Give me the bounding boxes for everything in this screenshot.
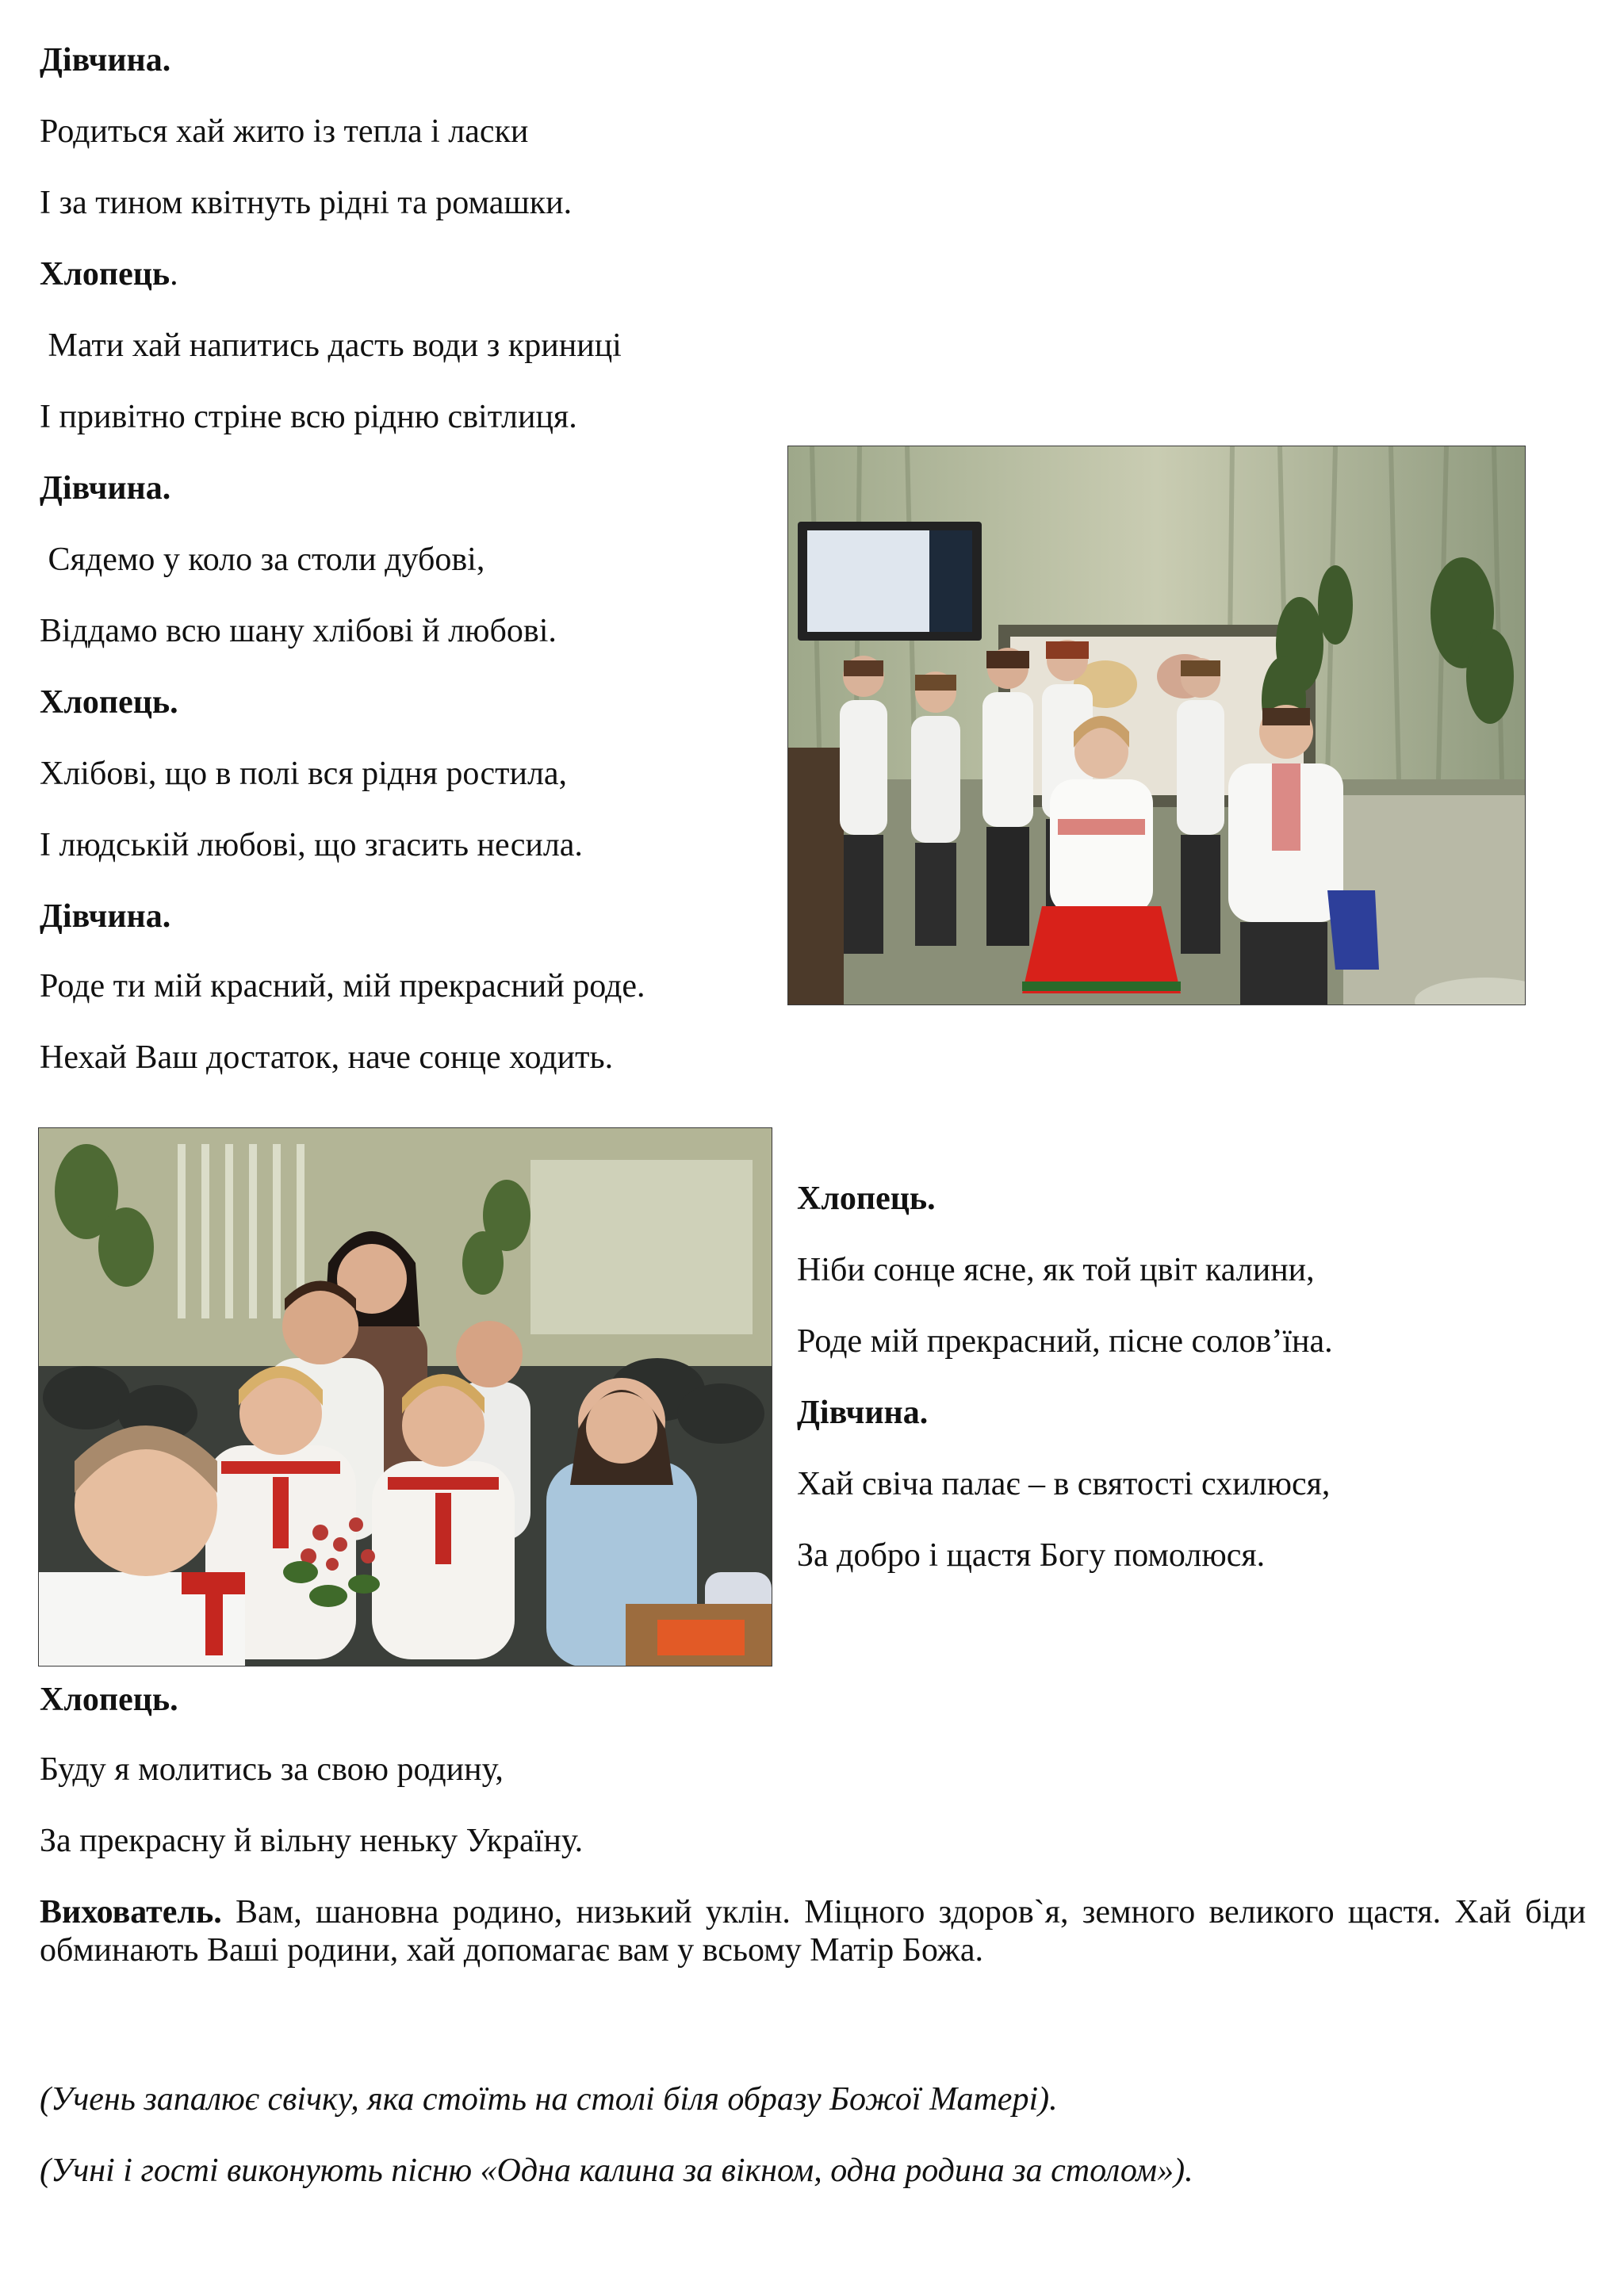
poem-line: За прекрасну й вільну неньку Україну. — [40, 1823, 584, 1859]
speaker-girl-3: Дівчина. — [40, 898, 171, 935]
speaker-boy-3: Хлопець. — [797, 1181, 936, 1217]
group-photo-image — [39, 1128, 772, 1666]
speaker-girl-4: Дівчина. — [797, 1395, 929, 1431]
speaker-dot: . — [170, 256, 178, 293]
stage-remark-song: (Учні і гості виконують пісню «Одна калина за вікном, одна родина за столом»). — [40, 2152, 1193, 2189]
speaker-boy-1 — [40, 254, 178, 295]
poem-line: За добро і щастя Богу помолюся. — [797, 1537, 1266, 1574]
poem-line: Буду я молитись за свою родину, — [40, 1751, 504, 1788]
poem-line: Віддамо всю шану хлібові й любові. — [40, 613, 557, 649]
poem-line: Ніби сонце ясне, як той цвіт калини, — [797, 1252, 1315, 1288]
speaker-girl-2: Дівчина. — [40, 470, 171, 507]
educator-text: Вам, шановна родино, низький уклін. Міцного здоров`я, земного великого щастя. Хай біди обминають Ваші родини, хай допомагає вам у всьому Матір Божа. — [40, 1894, 1586, 1969]
poem-line: Мати хай напитись дасть води з криниці — [40, 327, 622, 364]
performance-photo-image — [788, 446, 1525, 1004]
poem-line: І за тином квітнуть рідні та ромашки. — [40, 185, 573, 221]
speaker-name: Хлопець — [40, 256, 170, 293]
speaker-boy-4: Хлопець. — [40, 1682, 178, 1718]
speaker-girl-1: Дівчина. — [40, 42, 171, 78]
poem-line: Хай свіча палає – в святості схилюся, — [797, 1466, 1331, 1502]
poem-line: Нехай Ваш достаток, наче сонце ходить. — [40, 1039, 614, 1076]
poem-line: Роде мій прекрасний, пісне солов’їна. — [797, 1323, 1333, 1360]
speaker-educator: Вихователь. — [40, 1894, 222, 1931]
speaker-boy-2: Хлопець. — [40, 684, 178, 721]
poem-line: Хлібові, що в полі вся рідня ростила, — [40, 756, 568, 792]
poem-line: Роде ти мій красний, мій прекрасний роде. — [40, 968, 645, 1004]
stage-remark-candle: (Учень запалює свічку, яка стоїть на столі біля образу Божої Матері). — [40, 2081, 1058, 2118]
poem-line: І привітно стріне всю рідню світлиця. — [40, 399, 577, 435]
educator-paragraph — [40, 1893, 1586, 1969]
poem-line: Родиться хай жито із тепла і ласки — [40, 113, 529, 150]
group-photo — [38, 1127, 772, 1667]
poem-line: Сядемо у коло за столи дубові, — [40, 541, 485, 578]
poem-line: І людській любові, що згасить несила. — [40, 827, 583, 863]
performance-photo — [787, 446, 1526, 1005]
